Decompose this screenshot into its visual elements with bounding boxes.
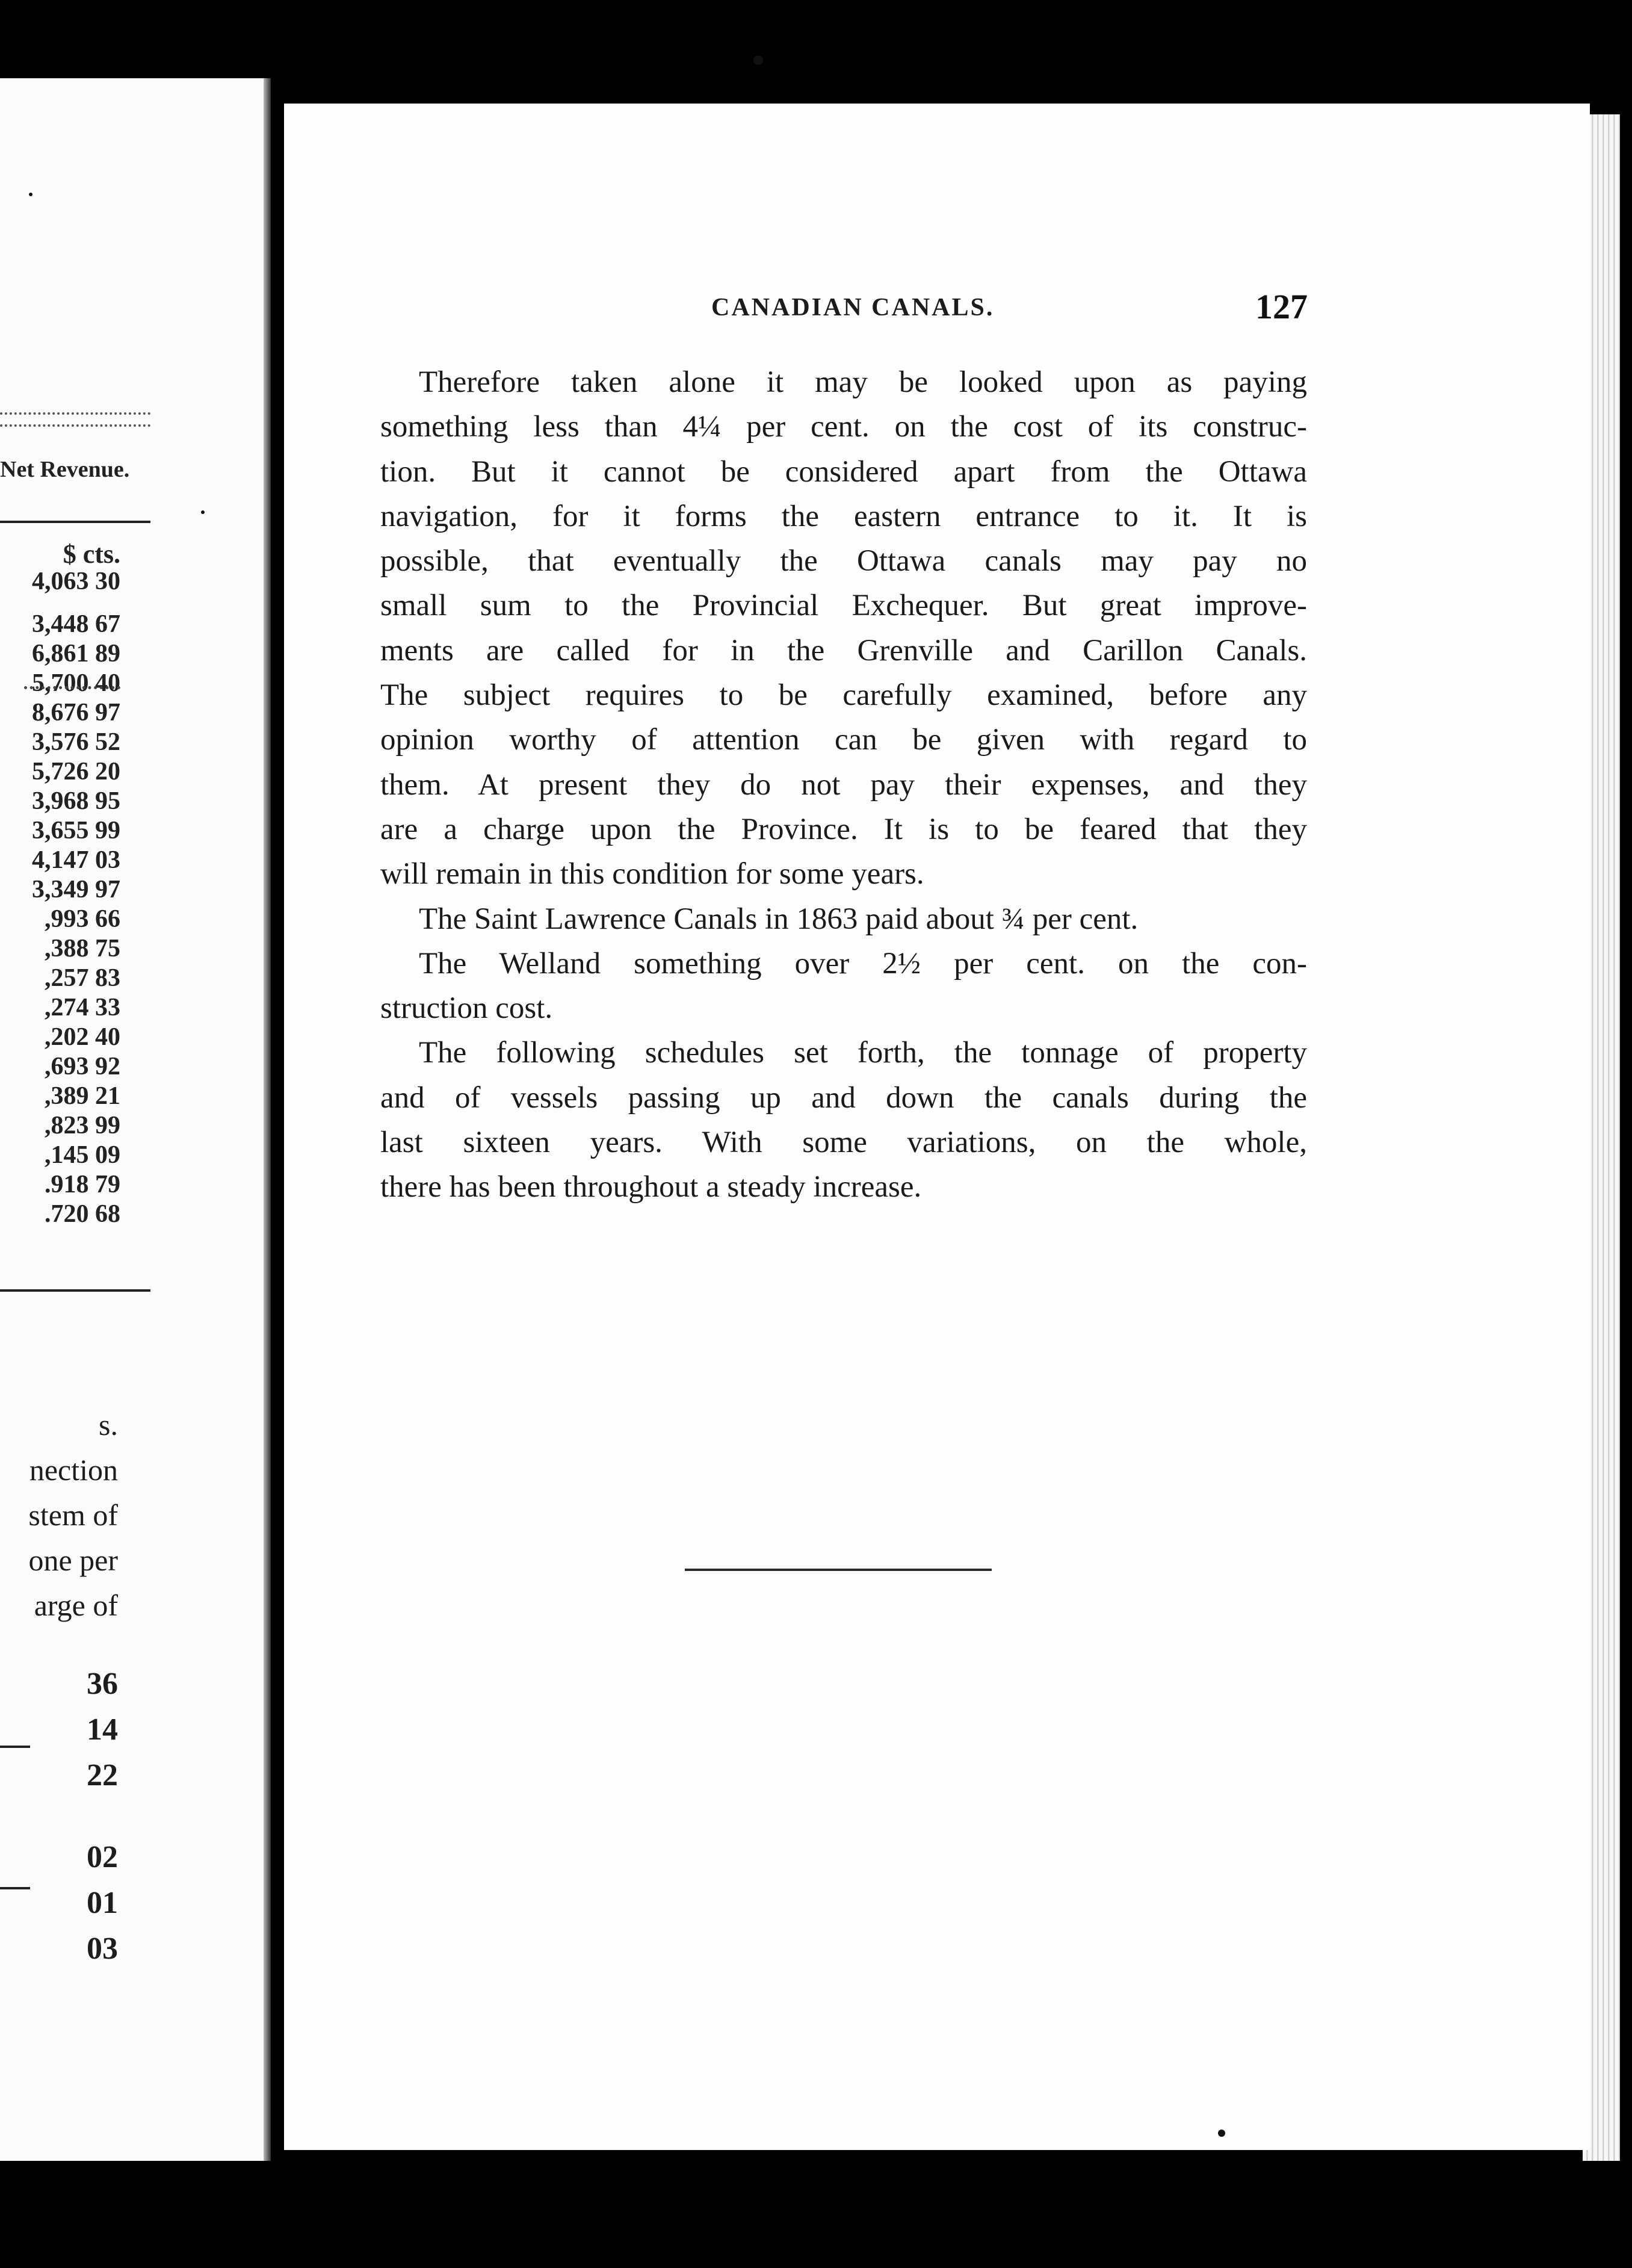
scan-speck — [753, 55, 763, 65]
text-line: The following schedules set forth, the tonnage of property — [419, 1036, 1307, 1070]
scan-speck — [1218, 2130, 1225, 2137]
sum-rule — [0, 1887, 30, 1889]
text-fragments — [28, 1402, 118, 1628]
revenue-value: 4,063 30 — [32, 568, 120, 595]
text-line: something less than 4¼ per cent. on the cost of its construc- — [380, 410, 1307, 444]
text-line: will remain in this condition for some years. — [380, 857, 924, 891]
text-line: there has been throughout a steady increase. — [380, 1170, 922, 1204]
dotted-separator — [24, 686, 120, 689]
sum-rule — [0, 1746, 30, 1748]
text-line: possible, that eventually the Ottawa canals may pay no — [380, 544, 1307, 578]
text-line: small sum to the Provincial Exchequer. But great improve- — [380, 589, 1307, 623]
revenue-value: 5,700 40 — [32, 669, 120, 697]
text-line: last sixteen years. With some variations, on the whole, — [380, 1126, 1307, 1160]
revenue-value: .918 79 — [45, 1171, 120, 1198]
text-line: tion. But it cannot be considered apart from the Ottawa — [380, 454, 1307, 489]
dotted-rule — [0, 424, 150, 427]
text-line: them. At present they do not pay their expenses, and they — [380, 767, 1307, 802]
revenue-value: ,823 99 — [45, 1112, 120, 1139]
number-fragments — [87, 1661, 118, 1972]
revenue-value: ,388 75 — [45, 935, 120, 962]
text-fragment: stem of — [28, 1498, 118, 1532]
dotted-rule — [0, 412, 150, 415]
number-fragment: 14 — [87, 1712, 118, 1747]
revenue-value: ,389 21 — [45, 1082, 120, 1110]
revenue-value: 3,448 67 — [32, 610, 120, 638]
text-line: The Saint Lawrence Canals in 1863 paid about ¾ per cent. — [419, 902, 1139, 936]
text-fragment: one per — [28, 1543, 118, 1577]
table-header-net-revenue: Net Revenue. — [0, 457, 130, 482]
number-fragment: 36 — [87, 1667, 118, 1701]
revenue-value: ,257 83 — [45, 964, 120, 992]
text-fragment: arge of — [34, 1588, 118, 1622]
revenue-value: 5,726 20 — [32, 758, 120, 785]
body-text — [380, 360, 1307, 1210]
revenue-value: ,993 66 — [45, 905, 120, 933]
scan-speck — [29, 193, 32, 196]
text-line: The subject requires to be carefully examined, before any — [380, 678, 1307, 713]
text-line: navigation, for it forms the eastern entrance to it. It is — [380, 499, 1307, 533]
revenue-column — [0, 567, 120, 1229]
revenue-value: 3,655 99 — [32, 817, 120, 844]
text-fragment: nection — [29, 1453, 118, 1487]
text-line: ments are called for in the Grenville and Carillon Canals. — [380, 633, 1307, 668]
revenue-value: 3,576 52 — [32, 728, 120, 756]
number-fragment: 22 — [87, 1758, 118, 1792]
number-fragment: 01 — [87, 1886, 118, 1920]
text-fragment: s. — [99, 1408, 118, 1442]
text-line: are a charge upon the Province. It is to be feared that they — [380, 812, 1307, 846]
revenue-value: 6,861 89 — [32, 640, 120, 668]
text-line: Therefore taken alone it may be looked upon as paying — [419, 365, 1307, 399]
table-rule — [0, 1289, 150, 1292]
revenue-value: 8,676 97 — [32, 699, 120, 727]
text-line: struction cost. — [380, 991, 553, 1026]
page-number: 127 — [1255, 287, 1308, 326]
text-line: opinion worthy of attention can be given with regard to — [380, 723, 1307, 757]
table-rule — [0, 521, 150, 523]
revenue-value: ,693 92 — [45, 1053, 120, 1080]
revenue-value: .720 68 — [45, 1200, 120, 1228]
revenue-value: 3,349 97 — [32, 876, 120, 903]
book-gutter — [264, 78, 271, 2161]
revenue-value: ,202 40 — [45, 1023, 120, 1051]
previous-page-fragment — [0, 78, 268, 2161]
revenue-value: 4,147 03 — [32, 846, 120, 874]
text-line: and of vessels passing up and down the canals during the — [380, 1080, 1307, 1115]
running-head: CANADIAN CANALS. — [711, 294, 995, 321]
text-line: The Welland something over 2½ per cent. on the con- — [419, 946, 1307, 981]
revenue-value: 3,968 95 — [32, 787, 120, 815]
scan-speck — [201, 510, 205, 514]
number-fragment: 02 — [87, 1840, 118, 1874]
column-heading-dollars-cents: $ cts. — [63, 539, 120, 569]
closing-rule — [685, 1569, 992, 1571]
revenue-value: ,145 09 — [45, 1141, 120, 1169]
number-fragment: 03 — [87, 1932, 118, 1966]
revenue-value: ,274 33 — [45, 994, 120, 1021]
